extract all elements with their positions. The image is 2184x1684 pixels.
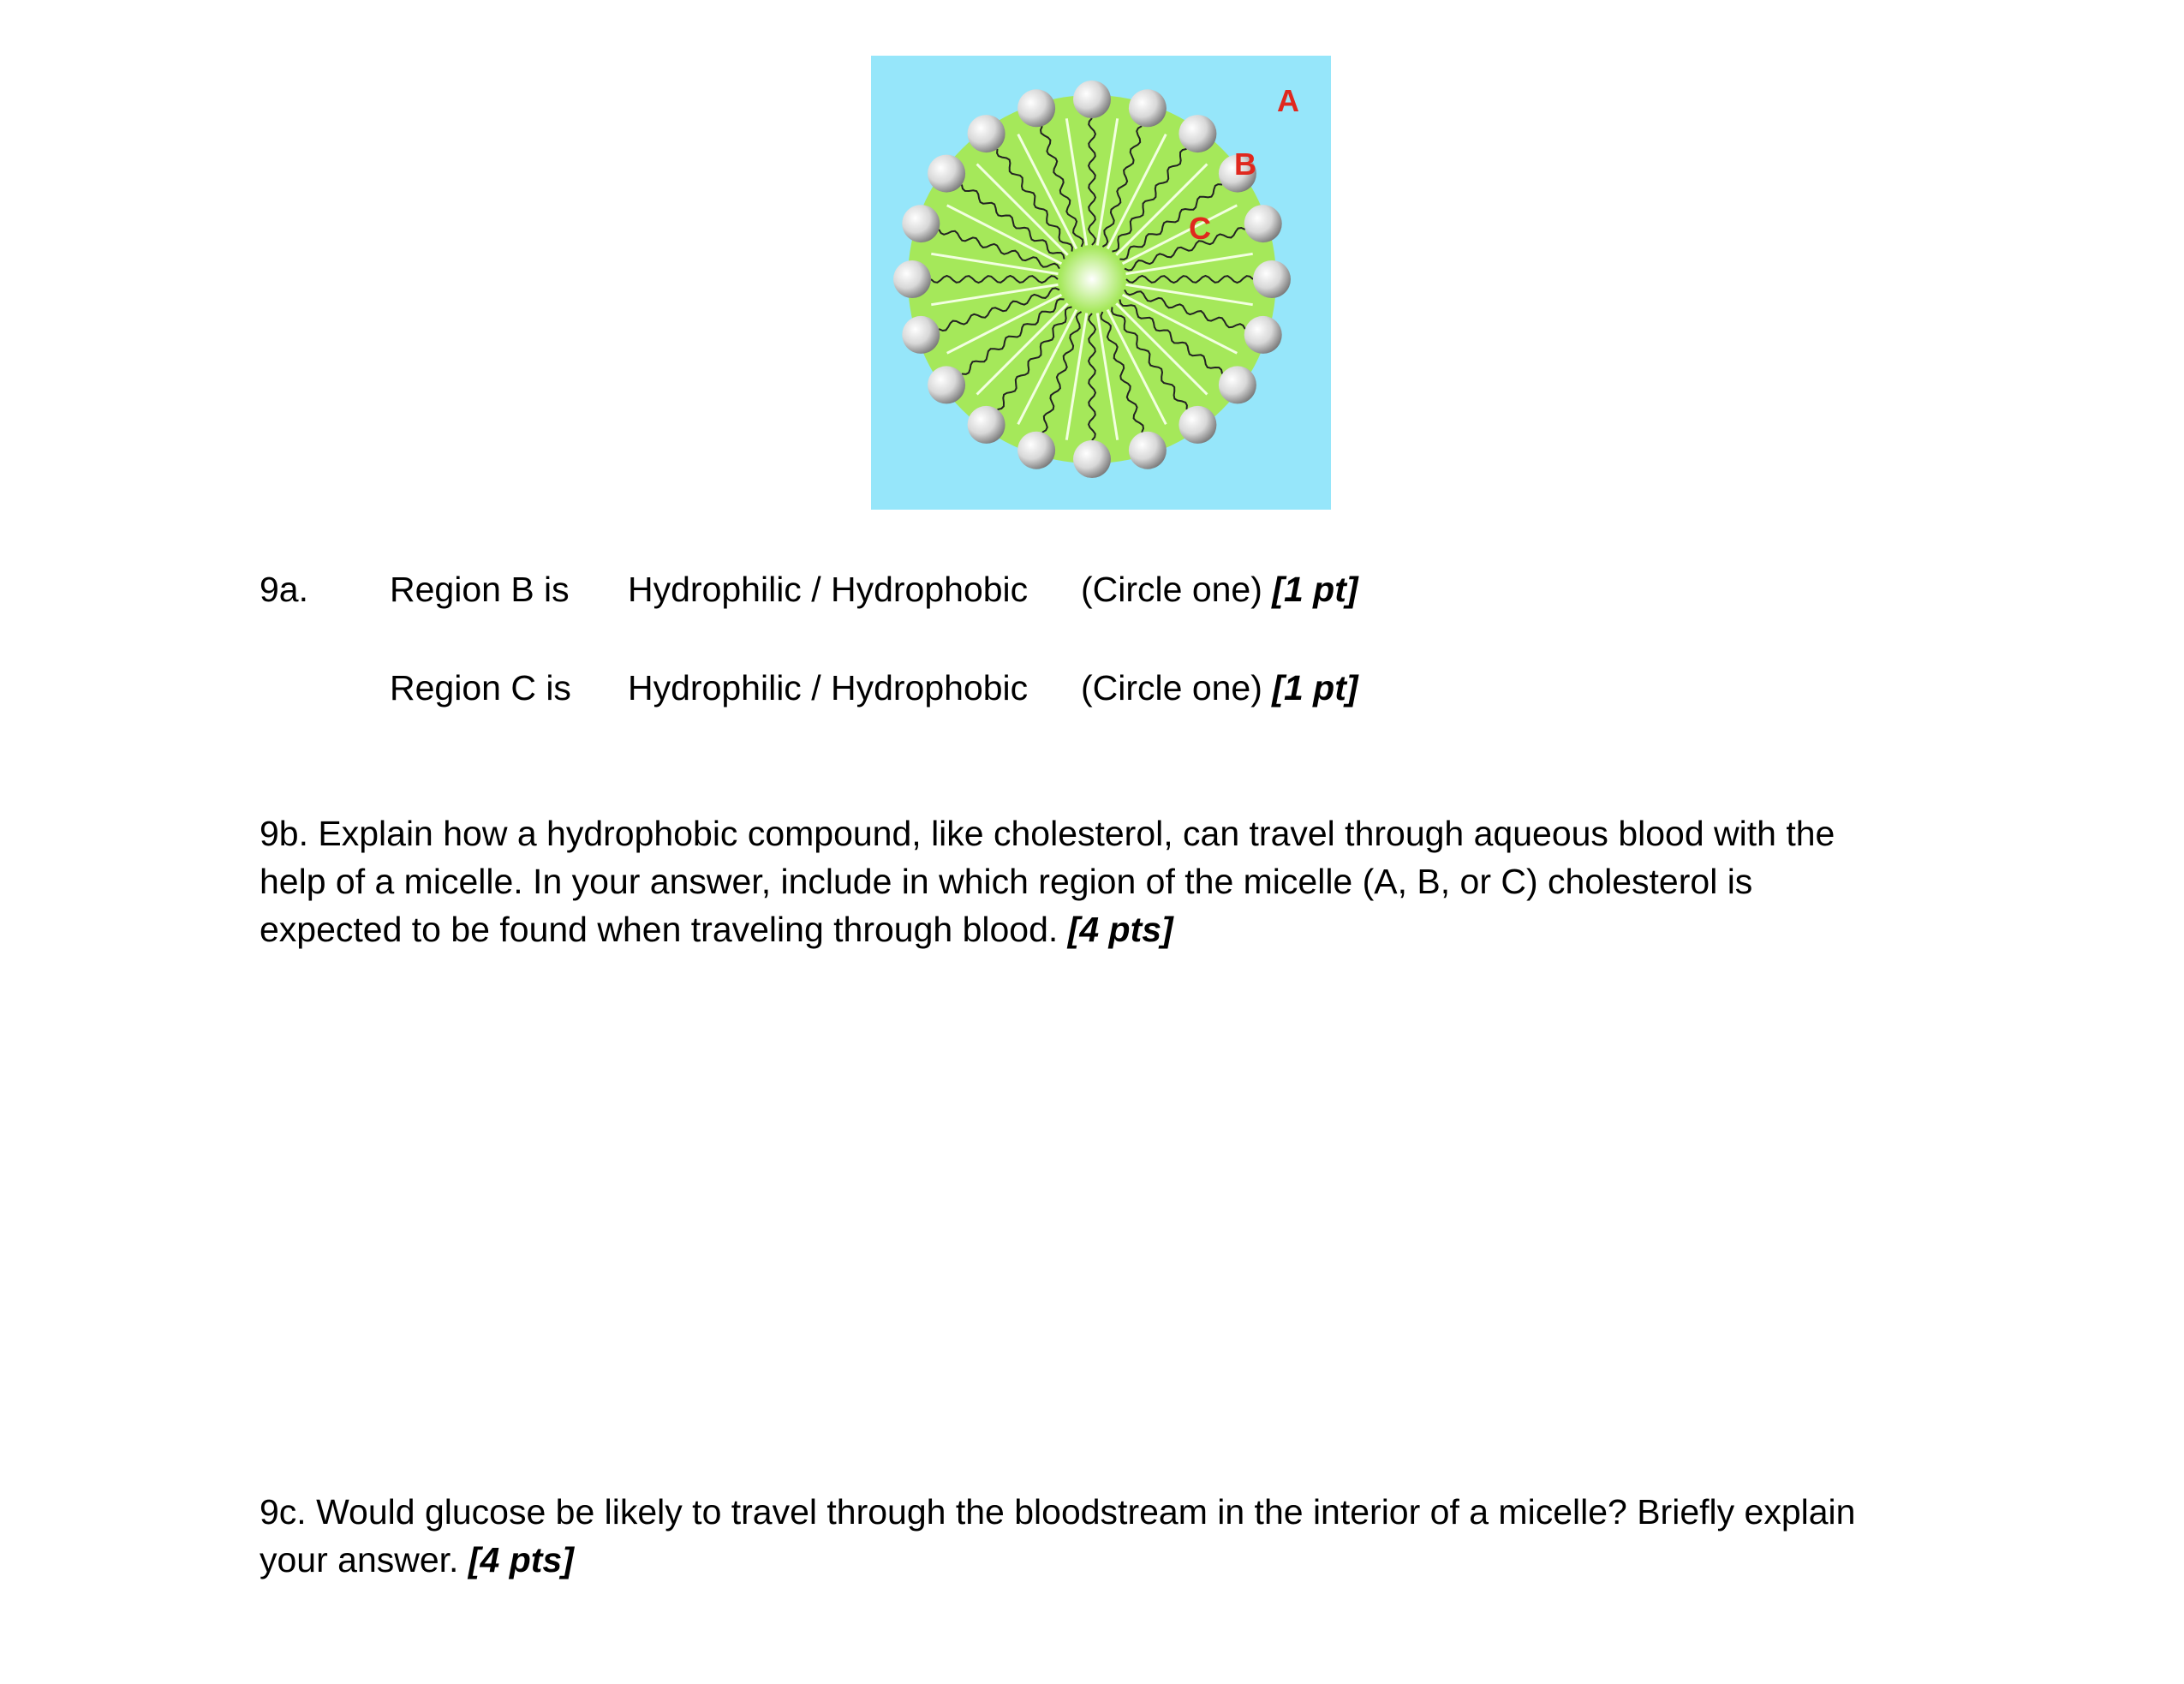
- label-b: B: [1234, 146, 1256, 182]
- head-sphere: [968, 115, 1005, 152]
- head-sphere: [902, 316, 940, 354]
- label-c: C: [1189, 211, 1211, 246]
- head-sphere: [968, 406, 1005, 444]
- q9b-line1: 9b. Explain how a hydrophobic compound, like cholesterol, can travel through aqueous blood with the: [260, 814, 1835, 853]
- q9a-row2-points: [1 pt]: [1272, 668, 1358, 708]
- q9b-question: [260, 809, 1972, 953]
- head-sphere: [1179, 115, 1216, 152]
- q9a-row2-options[interactable]: Hydrophilic / Hydrophobic: [628, 668, 1029, 708]
- q9a-row2-region: Region C is: [390, 668, 571, 708]
- head-sphere: [928, 366, 965, 403]
- head-sphere: [893, 260, 931, 298]
- q9c-line1: 9c. Would glucose be likely to travel through the bloodstream in the interior of a micelle? Briefly explain: [260, 1492, 1856, 1532]
- q9a-row1-instruction: [1081, 565, 1358, 613]
- label-a: A: [1277, 83, 1299, 118]
- q9a-number: 9a.: [260, 570, 308, 609]
- q9a-row1-options[interactable]: Hydrophilic / Hydrophobic: [628, 570, 1029, 609]
- q9c-question: [260, 1488, 1972, 1584]
- q9c-points: [4 pts]: [468, 1540, 574, 1579]
- micelle-core: [1059, 247, 1125, 312]
- head-sphere: [1244, 205, 1282, 242]
- head-sphere: [1219, 366, 1256, 403]
- q9b-points: [4 pts]: [1067, 910, 1173, 949]
- head-sphere: [902, 205, 940, 242]
- q9b-line3: expected to be found when traveling through blood.: [260, 910, 1059, 949]
- head-sphere: [1017, 432, 1055, 469]
- head-sphere: [1073, 81, 1111, 118]
- head-sphere: [1017, 89, 1055, 127]
- q9a-row1-region: Region B is: [390, 570, 570, 609]
- head-sphere: [1129, 89, 1167, 127]
- head-sphere: [1179, 406, 1216, 444]
- head-sphere: [1073, 440, 1111, 478]
- q9b-line2: help of a micelle. In your answer, include in which region of the micelle (A, B, or C) cholesterol is: [260, 862, 1753, 901]
- micelle-svg: [871, 56, 1331, 510]
- q9a-row2-instruction: [1081, 664, 1358, 712]
- q9a-row2-instruction-text: (Circle one): [1081, 668, 1262, 708]
- q9c-line2: your answer.: [260, 1540, 459, 1579]
- head-sphere: [1129, 432, 1167, 469]
- q9c-line2-wrap: [260, 1536, 1972, 1584]
- q9b-line3-wrap: [260, 905, 1972, 953]
- micelle-diagram: [871, 56, 1331, 510]
- head-sphere: [928, 155, 965, 193]
- q9a-row1-instruction-text: (Circle one): [1081, 570, 1262, 609]
- head-sphere: [1253, 260, 1291, 298]
- head-sphere: [1244, 316, 1282, 354]
- q9a-row1-points: [1 pt]: [1272, 570, 1358, 609]
